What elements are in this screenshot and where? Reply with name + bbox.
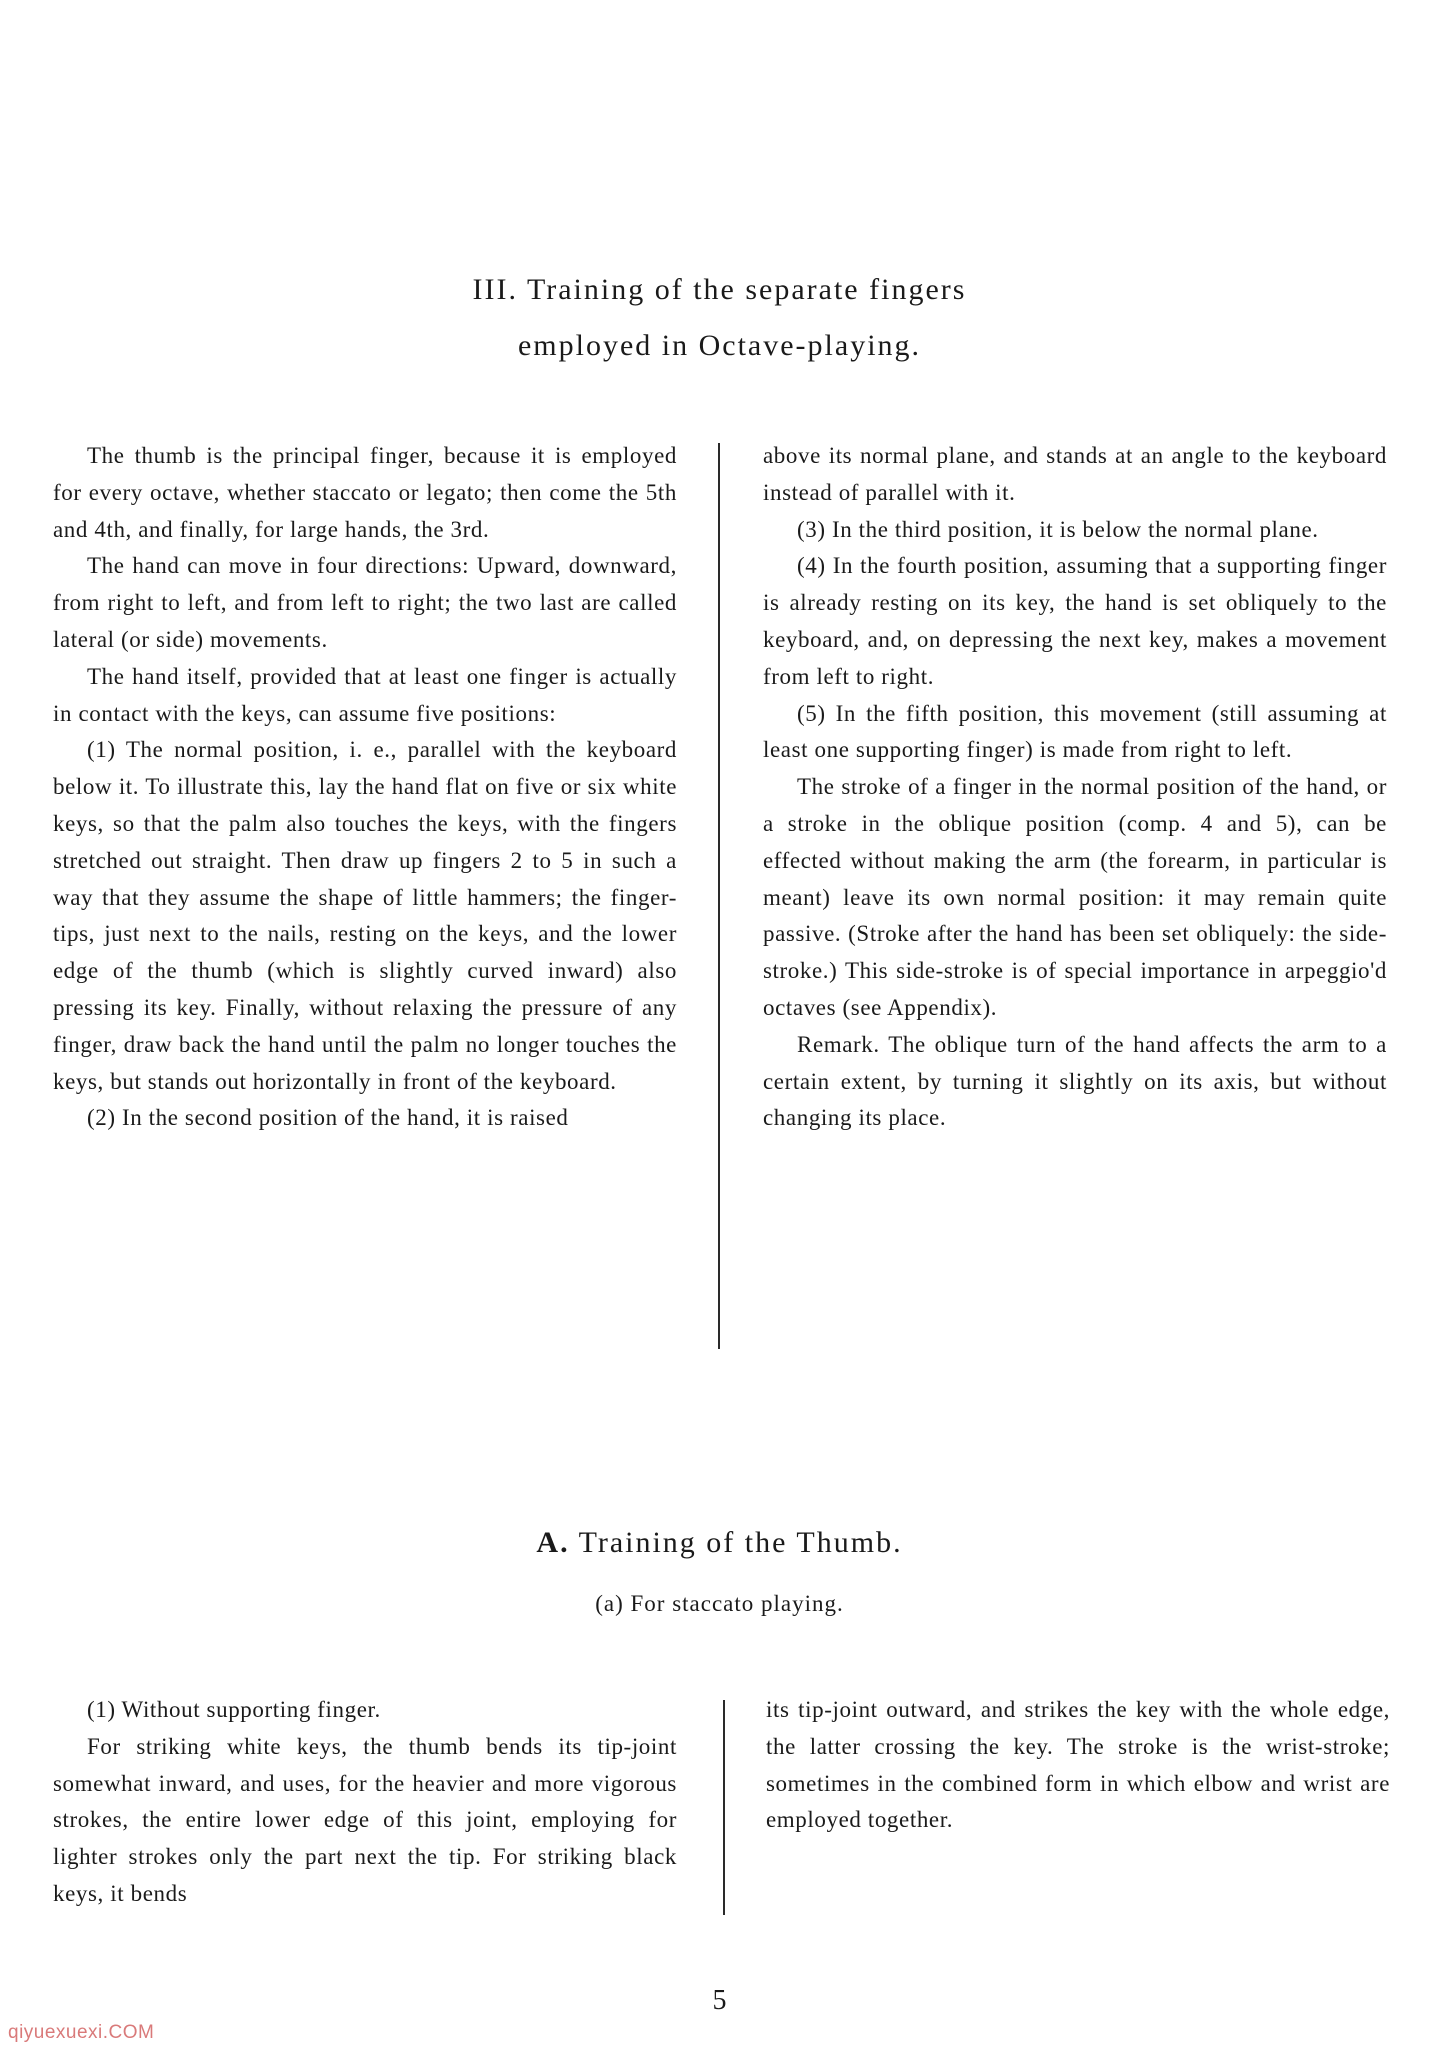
column-divider bbox=[718, 443, 720, 1349]
page-number: 5 bbox=[712, 1985, 727, 2016]
paragraph: (2) In the second position of the hand, it is raised bbox=[87, 1105, 569, 1131]
paragraph: (3) In the third position, it is below the normal plane. bbox=[797, 516, 1319, 542]
paragraph: The hand itself, provided that at least one finger is actually in contact with the keys, can assume five positions: bbox=[53, 663, 677, 726]
paragraph: The thumb is the principal finger, because it is employed for every octave, whether staccato or legato; then come the 5th and 4th, and finally, for large hands, the 3rd. bbox=[53, 443, 677, 542]
chapter-title-line-1: III. Training of the separate fingers bbox=[472, 273, 967, 306]
paragraph: (5) In the fifth position, this movement (still assuming at least one supporting finger) is made from right to left. bbox=[763, 700, 1387, 763]
section-a-subtitle: (a) For staccato playing. bbox=[595, 1591, 844, 1616]
column-divider bbox=[723, 1700, 725, 1915]
paragraph: its tip-joint outward, and strikes the key with the whole edge, the latter crossing the key. The stroke is the wrist-stroke; sometimes in the combined form in which elbow and wrist are employed together. bbox=[766, 1697, 1390, 1833]
section2-right-column bbox=[766, 1692, 1390, 1839]
section-a-heading bbox=[0, 1515, 1439, 1617]
section-title-text: Training of the Thumb. bbox=[578, 1526, 903, 1559]
paragraph: For striking white keys, the thumb bends its tip-joint somewhat inward, and uses, for the heavier and more vigorous strokes, the entire lower edge of this joint, employing for lighter strokes only the part next the tip. For striking black keys, it bends bbox=[53, 1733, 677, 1906]
section-letter: A. bbox=[536, 1526, 570, 1559]
paragraph: above its normal plane, and stands at an angle to the keyboard instead of parallel with it. bbox=[763, 443, 1387, 505]
watermark: qiyuexuexi.COM bbox=[8, 2022, 155, 2043]
paragraph: (4) In the fourth position, assuming that a supporting finger is already resting on its key, the hand is set obliquely to the keyboard, and, on depressing the next key, makes a movement from left to right. bbox=[763, 553, 1387, 689]
chapter-heading bbox=[0, 262, 1439, 374]
section2-left-column bbox=[53, 1692, 677, 1913]
paragraph: The stroke of a finger in the normal position of the hand, or a stroke in the oblique position (comp. 4 and 5), can be effected without making the arm (the forearm, in particular is meant) leave its own normal position: it may remain quite passive. (Stroke after the hand has been set obliquely: the side-stroke.) This side-stroke is of special importance in arpeggio'd octaves (see Appendix). bbox=[763, 774, 1387, 1020]
chapter-title-line-2: employed in Octave-playing. bbox=[517, 329, 922, 362]
remark-paragraph: Remark. The oblique turn of the hand affects the arm to a certain extent, by turning it slightly on its axis, but without changing its place. bbox=[763, 1031, 1387, 1131]
section-a-title bbox=[0, 1515, 1439, 1571]
section1-left-column bbox=[53, 438, 677, 1137]
paragraph: (1) The normal position, i. e., parallel with the keyboard below it. To illustrate this, lay the hand flat on five or six white keys, so that the palm also touches the keys, with the fingers stretched out straight. Then draw up fingers 2 to 5 in such a way that they assume the shape of little hammers; the finger-tips, just next to the nails, resting on the keys, and the lower edge of the thumb (which is slightly curved inward) also pressing its key. Finally, without relaxing the pressure of any finger, draw back the hand until the palm no longer touches the keys, but stands out horizontally in front of the keyboard. bbox=[53, 737, 677, 1094]
paragraph: (1) Without supporting finger. bbox=[87, 1697, 381, 1722]
section1-right-column bbox=[763, 438, 1387, 1137]
paragraph: The hand can move in four directions: Upward, downward, from right to left, and from left to right; the two last are called lateral (or side) movements. bbox=[53, 553, 677, 652]
